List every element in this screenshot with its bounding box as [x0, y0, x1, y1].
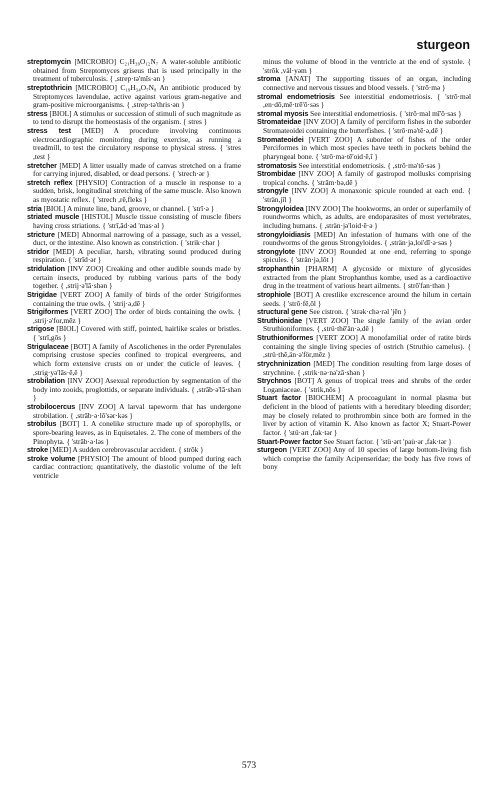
entry-headword: strobilation	[27, 376, 65, 386]
entry-definition: [MED] A litter usually made of canvas stretched on a frame for carrying injured, disabled, or dead persons. { 'strech·ər }	[33, 160, 241, 179]
entry-headword: stromatosis	[257, 160, 297, 170]
entry-headword: stricture	[27, 229, 55, 239]
entry-headword: stroke volume	[27, 453, 76, 463]
dictionary-entry	[27, 308, 241, 325]
entry-definition: [BIOL] A stimulus or succession of stimuli of such magnitude as to tend to disrupt the homeostasis of the organism. { stres }	[33, 108, 241, 127]
entry-definition: See interstitial endometriosis. { 'strō·məl mī'ō·səs }	[308, 108, 462, 118]
entry-headword: streptomycin	[27, 57, 71, 66]
entry-headword: Strigulaceae	[27, 341, 69, 351]
left-column	[27, 58, 241, 481]
entry-headword: stress	[27, 108, 48, 118]
entry-headword: Strychnos	[257, 376, 292, 386]
entry-definition: [BIOCHEM] A procoagulant in normal plasma but deficient in the blood of patients with a hereditary bleeding disorder; may be closely related to prothrombin since both are formed in the liver by action of vitamin K. Also known as factor X; Stuart-Power factor. { 'stü·ərt ,fak·tər }	[263, 393, 472, 437]
dictionary-entry	[257, 317, 471, 334]
entry-definition: See cistron. { 'strək·chə·rəl 'jēn }	[307, 307, 407, 317]
entry-headword: stroma	[257, 74, 281, 84]
dictionary-entry	[27, 248, 241, 265]
dictionary-entry	[27, 265, 241, 291]
entry-definition: [MED] An infestation of humans with one of the roundworms of the genus Strongyloides. { ,strän·jə,loi'dī·ə·səs }	[263, 229, 471, 248]
entry-headword: stridulation	[27, 264, 65, 273]
entry-definition: [PHARM] A glycoside or mixture of glycosides extracted from the plant Strophanthus kombe, used as a cardioactive drug in the treatment of various heart ailments. { strō'fan·thən }	[263, 264, 471, 291]
entry-definition: [MED] A procedure involving continuous electrocardiographic monitoring during exercise, as running a treadmill, to test the circulatory response to physical stress. { 'stres ,test }	[33, 126, 242, 161]
dictionary-entry	[257, 394, 471, 437]
entry-headword: Stromateoidei	[257, 134, 304, 144]
dictionary-entry	[257, 360, 471, 377]
dictionary-entry	[257, 377, 471, 394]
dictionary-entry	[27, 455, 241, 481]
entry-headword: stretch reflex	[27, 177, 73, 187]
entry-headword: Strigidae	[27, 289, 57, 299]
entry-definition: [INV ZOO] The hookworms, an order or superfamily of roundworms which, as adults, are endoparasites of most vertebrates, including humans. { ,strän·jə'loid·ē·ə }	[263, 203, 471, 230]
dictionary-entry	[257, 136, 471, 162]
entry-definition: [VERT ZOO] The order of birds containing the owls. { ,strij·ə'for,mēz }	[33, 307, 241, 325]
entry-definition: [MED] A sudden cerebrovascular accident. { strōk }	[47, 445, 204, 455]
dictionary-entry	[27, 179, 241, 205]
entry-headword: strongylote	[257, 246, 296, 256]
entry-definition: [MED] Abnormal narrowing of a passage, such as a vessel, duct, or the intestine. Also known as constriction. { 'strik·chər }	[33, 229, 241, 248]
entry-definition: [VERT ZOO] The single family of the avian order Struthioniformes. { ,strü·thē'än·ə,dē }	[263, 315, 471, 334]
dictionary-entry	[257, 205, 471, 231]
entry-headword: stromal endometriosis	[257, 91, 335, 101]
entry-definition: minus the volume of blood in the ventricle at the end of systole. { 'strōk ,väl·yəm }	[263, 57, 471, 75]
entry-definition: [ANAT] The supporting tissues of an organ, including connective and nervous tissues and blood vessels. { 'strō·mə }	[263, 74, 471, 92]
dictionary-entry	[27, 213, 241, 230]
entry-definition: [MICROBIO] C₂₁H₃₉O₁₂N₇ A water-soluble antibiotic obtained from Streptomyces griseus that is used principally in the treatment of tuberculosis. { ,strep·tə'mīs·ən }	[33, 57, 241, 84]
guide-word: sturgeon	[416, 38, 470, 52]
entry-headword: Stuart-Power factor	[257, 436, 322, 446]
entry-definition: [BOT] 1. A conelike structure made up of sporophylls, or spore-bearing leaves, as in Equisetales. 2. The cone of members of the Pinophyta. { 'strāb·ə·ləs }	[33, 419, 241, 446]
dictionary-entry	[257, 334, 471, 360]
entry-definition: [HISTOL] Muscle tissue consisting of muscle fibers having cross striations. { 'strī,ād·əd 'mas·əl }	[33, 212, 241, 230]
dictionary-entry	[27, 58, 241, 84]
dictionary-entry	[27, 231, 241, 248]
entry-definition: [BIOL] Covered with stiff, pointed, hairlike scales or bristles. { 'strī,gōs }	[33, 324, 241, 342]
dictionary-entry	[257, 58, 471, 75]
entry-definition: [VERT ZOO] A family of birds of the order Strigiformes containing the true owls. { 'strij·ə,dē }	[33, 289, 241, 308]
dictionary-entry	[27, 377, 241, 403]
entry-headword: stromal myosis	[257, 108, 309, 118]
entry-headword: Strigiformes	[27, 307, 69, 317]
dictionary-entry	[27, 127, 241, 162]
right-column	[257, 58, 471, 472]
dictionary-entry	[257, 118, 471, 135]
entry-definition: [VERT ZOO] Any of 10 species of large bottom-living fish which comprise the family Acipenseridae; the body has five rows of bony	[263, 445, 471, 472]
entry-headword: stroke	[27, 445, 48, 455]
entry-headword: strychninization	[257, 358, 311, 368]
entry-definition: See interstitial endometriosis. { ,strō·mə'tō·səs }	[296, 160, 441, 170]
entry-definition: [BIOL] A minute line, band, groove, or channel. { 'strī·ə }	[41, 203, 215, 213]
entry-definition: See Stuart factor. { 'stü·ərt 'pau̇·ər ,fak·tər }	[321, 436, 452, 446]
entry-headword: streptothricin	[27, 82, 72, 92]
entry-definition: [VERT ZOO] A monofamilial order of ratite birds containing the single living species of ostrich (Struthio camelus). { ,strü·thē,än·ə'för,mēz }	[263, 333, 471, 360]
entry-definition: [MED] A peculiar, harsh, vibrating sound produced during respiration. { 'strīd·ər }	[33, 246, 241, 265]
entry-headword: strobilus	[27, 419, 57, 429]
entry-headword: Stromateidae	[257, 117, 302, 127]
entry-headword: Struthionidae	[257, 315, 303, 325]
entry-definition: [INV ZOO] Rounded at one end, referring to sponge spicules. { 'strän·jə,lōt }	[263, 246, 471, 265]
entry-headword: Strombidae	[257, 169, 296, 179]
dictionary-entry	[27, 84, 241, 110]
entry-definition: [MICROBIO] C₁₉H₃₄O₇N₈ An antibiotic produced by Streptomyces lavendulae, active against various gram-negative and gram-positive microorganisms. { ,strep·tə'thris·ən }	[33, 82, 241, 110]
entry-definition: [BOT] A crestlike excrescence around the hilum in certain seeds. { 'strō·fē,ōl }	[263, 289, 471, 308]
entry-definition: [VERT ZOO] A suborder of fishes of the order Perciformes in which most species have teeth in pockets behind the pharyngeal bone. { 'strō·mə·tē'oid·ē,ī }	[263, 134, 471, 161]
entry-headword: strophanthin	[257, 264, 300, 273]
dictionary-entry	[257, 446, 471, 472]
entry-headword: sturgeon	[257, 445, 287, 455]
entry-headword: strongyloidiasis	[257, 229, 311, 239]
dictionary-entry	[27, 110, 241, 127]
dictionary-entry	[27, 291, 241, 308]
entry-headword: stress test	[27, 126, 71, 135]
entry-headword: strongyle	[257, 186, 289, 196]
entry-definition: [INV ZOO] Asexual reproduction by segmentation of the body into zooids, proglottids, or separate individuals. { ,strāb·ə'lā·shən }	[33, 376, 241, 403]
entry-definition: [INV ZOO] A monaxonic spicule rounded at each end. { 'strän,jīl }	[263, 186, 471, 204]
entry-headword: striated muscle	[27, 212, 80, 222]
entry-headword: strobilocercus	[27, 402, 76, 411]
entry-definition: [BOT] A family of Ascolichenes in the order Pyrenulales comprising crustose species confined to tropical evergreens, and which form extensive crusts on or under the cuticle of leaves. { ,strig·yə'lās·ē,ē }	[33, 341, 241, 377]
entry-definition: [BOT] A genus of tropical trees and shrubs of the order Loganiaceae. { 'strik,nōs }	[263, 376, 471, 394]
entry-headword: Struthioniformes	[257, 333, 314, 342]
entry-headword: strigose	[27, 324, 55, 334]
dictionary-entry	[257, 75, 471, 92]
entry-definition: [INV ZOO] Creaking and other audible sounds made by certain insects, produced by rubbing various parts of the body together. { ,strij·ə'lā·shən }	[33, 264, 241, 291]
entry-definition: [INV ZOO] A larval tapeworm that has undergone strobilation. { ,strāb·ə·lō'sər·kəs }	[33, 402, 241, 420]
entry-definition: [MED] The condition resulting from large doses of strychnine. { ,strik·nə·nə'zā·shən }	[263, 358, 471, 377]
dictionary-entry	[27, 343, 241, 378]
dictionary-entry	[257, 248, 471, 265]
entry-headword: stretcher	[27, 160, 57, 170]
dictionary-entry	[27, 325, 241, 342]
entry-headword: stria	[27, 203, 42, 213]
dictionary-entry	[257, 265, 471, 291]
entry-definition: [PHYSIO] Contraction of a muscle in response to a sudden, brisk, longitudinal stretching of the same muscle. Also known as myostatic reflex. { 'strech ,rē,fleks }	[33, 177, 241, 204]
entry-headword: Strongyloidea	[257, 203, 304, 213]
dictionary-entry	[257, 187, 471, 204]
dictionary-entry	[27, 403, 241, 420]
dictionary-entry	[27, 162, 241, 179]
dictionary-entry	[257, 231, 471, 248]
dictionary-entry	[257, 93, 471, 110]
entry-definition: [PHYSIO] The amount of blood pumped during each cardiac contraction; quantitatively, the diastolic volume of the left ventricle	[33, 453, 241, 480]
dictionary-entry	[27, 420, 241, 446]
dictionary-entry	[257, 170, 471, 187]
entry-headword: structural gene	[257, 307, 308, 317]
entry-definition: [INV ZOO] A family of perciform fishes in the suborder Stromateoidei containing the butterfishes. { 'strō·mə'tē·ə,dē }	[263, 117, 471, 135]
entry-headword: Stuart factor	[257, 393, 302, 403]
entry-definition: [INV ZOO] A family of gastropod mollusks comprising tropical conchs. { 'strām·bə,dē }	[263, 169, 471, 187]
entry-headword: strophiole	[257, 289, 291, 299]
dictionary-entry	[257, 291, 471, 308]
entry-definition: See interstitial endometriosis. { 'strō·məl ,en·dō,mē·trē'ō·səs }	[263, 91, 471, 110]
entry-headword: stridor	[27, 246, 50, 256]
page-number: 573	[241, 761, 257, 771]
